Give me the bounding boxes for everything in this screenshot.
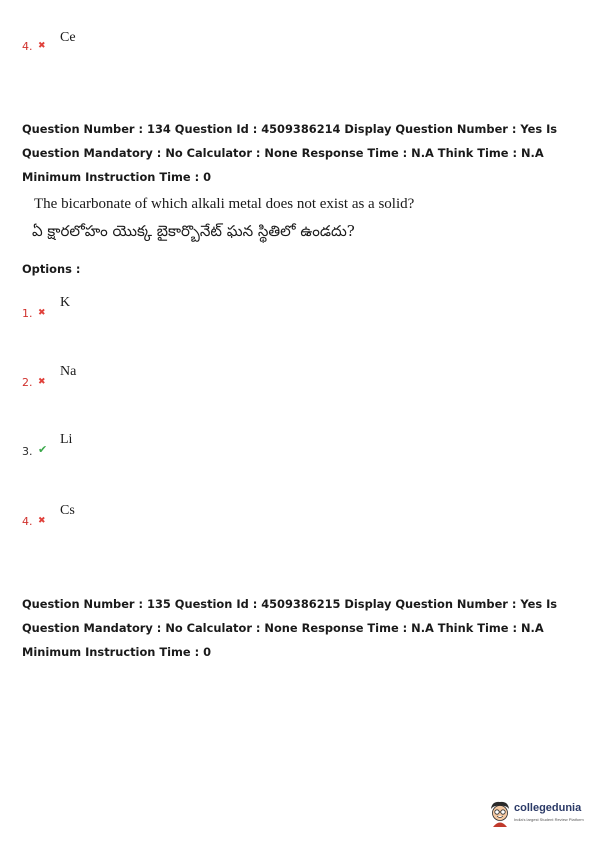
option-number: 1. — [22, 307, 33, 320]
wrong-mark-icon: ✖ — [38, 377, 46, 387]
logo-wordmark: collegedunia — [514, 802, 582, 814]
option-text: K — [60, 295, 71, 310]
question-134-meta: Question Number : 134 Question Id : 4509386214 Display Question Number : Yes Is Question Mandatory : No Calculator : None Response Time : N.A Think Time : N.A Minimum Instruction Time : 0 — [22, 122, 558, 184]
wrong-mark-icon: ✖ — [38, 308, 46, 318]
option-number: 3. — [22, 445, 33, 458]
question-134-text-english: The bicarbonate of which alkali metal does not exist as a solid? — [34, 196, 415, 212]
option-text: Cs — [60, 503, 75, 518]
option-2 — [22, 364, 222, 404]
correct-check-icon: ✔ — [38, 443, 48, 456]
wrong-mark-icon: ✖ — [38, 516, 46, 526]
option-1 — [22, 295, 222, 335]
option-number: 2. — [22, 376, 33, 389]
option-text: Na — [60, 364, 77, 379]
question-134-text-telugu: ఏ క్షారలోహం యొక్క బైకార్బొనేట్ ఘన స్థితిలో ఉండదు? — [32, 222, 355, 240]
option-3 — [22, 432, 222, 472]
collegedunia-logo — [488, 800, 588, 832]
wrong-mark-icon: ✖ — [38, 41, 46, 51]
mascot-icon — [488, 800, 512, 828]
option-text: Li — [60, 432, 73, 447]
option-number: 4. — [22, 40, 33, 53]
question-135-meta: Question Number : 135 Question Id : 4509386215 Display Question Number : Yes Is Question Mandatory : No Calculator : None Response Time : N.A Think Time : N.A Minimum Instruction Time : 0 — [22, 597, 558, 659]
option-number: 4. — [22, 515, 33, 528]
option-text: Ce — [60, 30, 76, 45]
prev-option-4 — [22, 30, 222, 70]
logo-tagline: India's largest Student Review Platform — [514, 817, 584, 822]
options-label: Options : — [22, 262, 81, 276]
option-4 — [22, 503, 222, 543]
